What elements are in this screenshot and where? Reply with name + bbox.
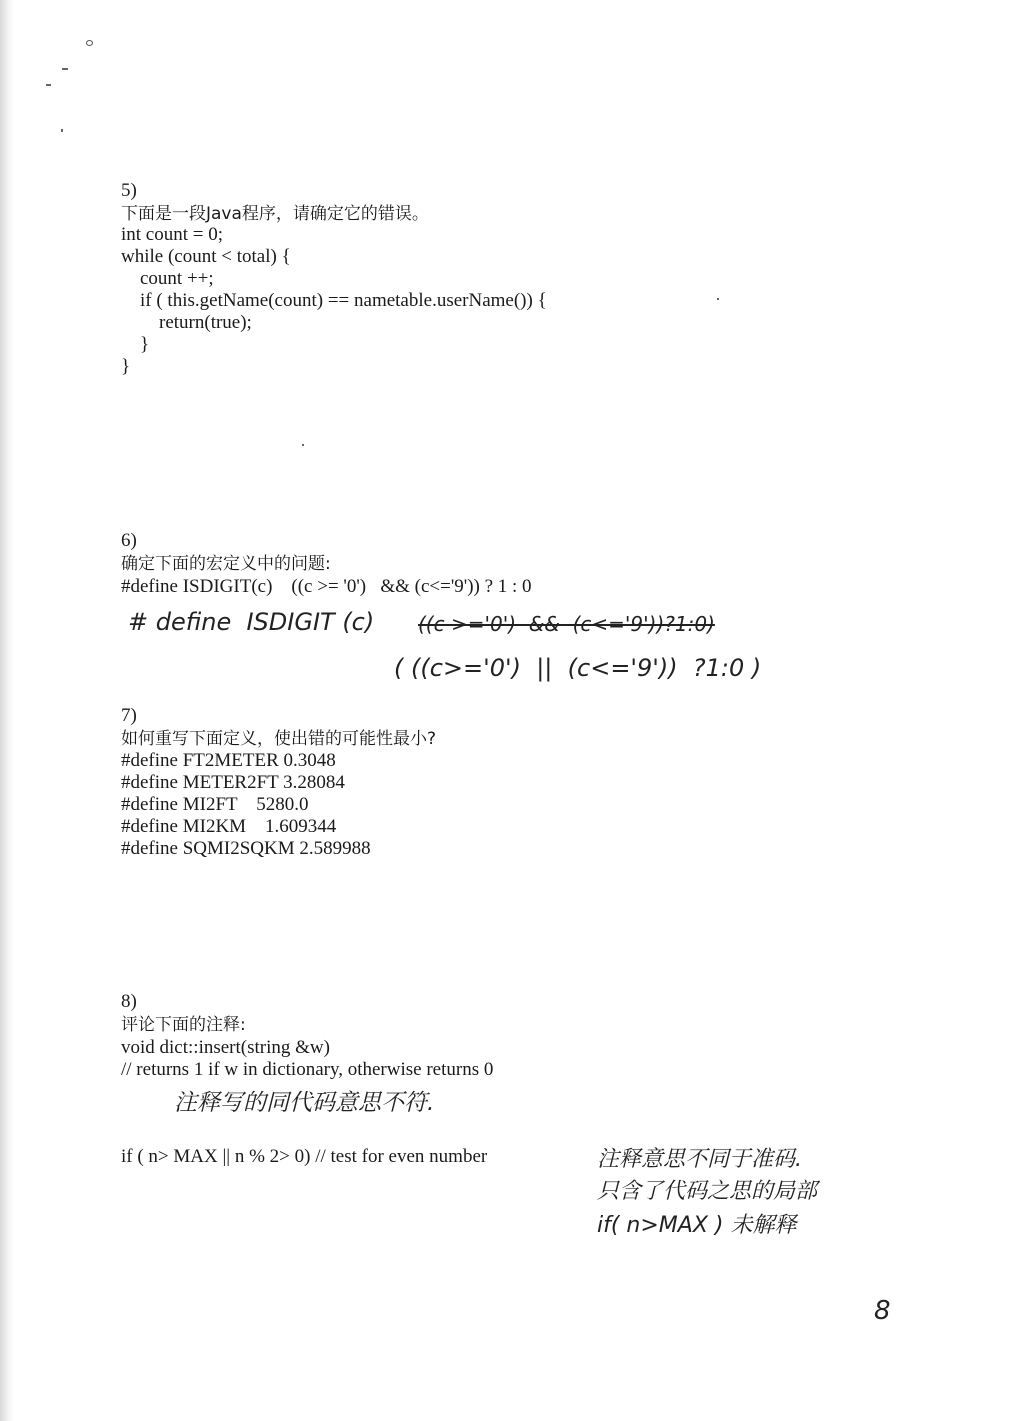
q7-code-line: #define MI2FT 5280.0: [121, 794, 309, 815]
q7-number: 7): [121, 705, 137, 726]
q7-code-line: #define SQMI2SQKM 2.589988: [121, 838, 371, 859]
q6-code: #define ISDIGIT(c) ((c >= '0') && (c<='9')) ? 1 : 0: [121, 576, 532, 597]
q5-prompt: 下面是一段Java程序，请确定它的错误。: [121, 204, 429, 224]
q8-prompt: 评论下面的注释:: [121, 1015, 246, 1035]
q8-handwritten-answer: 注释写的同代码意思不符.: [174, 1090, 435, 1116]
q5-code-line: }: [121, 356, 131, 377]
q5-code-line: if ( this.getName(count) == nametable.userName()) {: [121, 290, 547, 311]
scan-edge-shadow: [0, 0, 14, 1421]
scan-speck: [61, 129, 63, 132]
scan-speck: [46, 84, 51, 86]
q5-number: 5): [121, 180, 137, 201]
q7-code-line: #define FT2METER 0.3048: [121, 750, 336, 771]
scan-speck: [302, 444, 304, 446]
page-number: 8: [874, 1296, 891, 1326]
q5-code-line: }: [121, 334, 150, 355]
scan-speck: [86, 40, 93, 46]
q6-handwritten-answer: ( ((c>='0') || (c<='9')) ?1:0 ): [394, 654, 762, 682]
q6-prompt: 确定下面的宏定义中的问题:: [121, 554, 331, 574]
q8-number: 8): [121, 991, 137, 1012]
q8-handwritten-note: 只含了代码之思的局部: [597, 1179, 818, 1204]
q8-code-line: void dict::insert(string &w): [121, 1037, 330, 1058]
scan-speck: [62, 68, 68, 70]
scan-speck: [717, 298, 719, 300]
q5-code-line: count ++;: [121, 268, 214, 289]
q7-code-line: #define MI2KM 1.609344: [121, 816, 337, 837]
q5-code-line: while (count < total) {: [121, 246, 291, 267]
q8-handwritten-note: 注释意思不同于准码.: [597, 1147, 802, 1172]
q7-prompt: 如何重写下面定义，使出错的可能性最小?: [121, 729, 437, 749]
q8-code-line: if ( n> MAX || n % 2> 0) // test for even number: [121, 1146, 488, 1167]
q5-code-line: return(true);: [121, 312, 252, 333]
q8-handwritten-note: if( n>MAX ) 未解释: [597, 1213, 797, 1238]
q8-code-line: // returns 1 if w in dictionary, otherwise returns 0: [121, 1059, 494, 1080]
q6-handwritten-answer: # define ISDIGIT (c): [128, 608, 375, 636]
q6-handwritten-struck-text: ((c >='0') && (c<='9'))?1:0): [418, 612, 715, 636]
q7-code-line: #define METER2FT 3.28084: [121, 772, 345, 793]
q5-code-line: int count = 0;: [121, 224, 224, 245]
q6-number: 6): [121, 530, 137, 551]
